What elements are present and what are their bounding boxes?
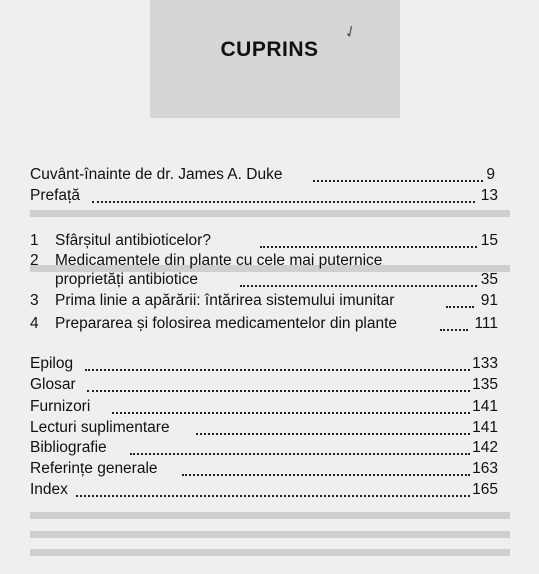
chapter-number: 1	[30, 232, 39, 249]
toc-entry-chapter-2: Medicamentele din plante cu cele mai puternice	[55, 252, 383, 269]
dot-leader	[182, 474, 470, 476]
page-number: 15	[480, 232, 498, 249]
dot-leader	[260, 246, 477, 248]
dot-leader	[85, 369, 470, 371]
page-number: 141	[472, 398, 498, 415]
page-number: 91	[480, 292, 498, 309]
toc-entry-foreword: Cuvânt-înainte de dr. James A. Duke	[30, 166, 283, 183]
dot-leader	[313, 180, 483, 182]
toc-entry-suppliers: Furnizori	[30, 398, 91, 415]
chapter-number: 3	[30, 292, 39, 309]
toc-entry-chapter-1: Sfârșitul antibioticelor?	[55, 232, 211, 249]
toc-entry-glossary: Glosar	[30, 376, 76, 393]
toc-entry-chapter-2-continued: proprietăți antibiotice	[55, 271, 199, 288]
dot-leader	[440, 329, 468, 331]
page-number: 165	[472, 481, 498, 498]
toc-entry-preface: Prefață	[30, 187, 80, 204]
toc-entry-index: Index	[30, 481, 68, 498]
toc-entry-epilog: Epilog	[30, 355, 74, 372]
toc-entry-further-reading: Lecturi suplimentare	[30, 419, 170, 436]
toc-entry-general-references: Referințe generale	[30, 460, 158, 477]
page-number: 142	[472, 439, 498, 456]
dot-leader	[92, 201, 475, 203]
chapter-number: 2	[30, 252, 39, 269]
page-number: 133	[472, 355, 498, 372]
bleed-through-line	[30, 549, 510, 556]
dot-leader	[112, 412, 470, 414]
page-number: 141	[472, 419, 498, 436]
bleed-through-line	[30, 210, 510, 217]
bleed-through-line	[30, 531, 510, 538]
page-number: 135	[472, 376, 498, 393]
chapter-number: 4	[30, 315, 39, 332]
page-title: CUPRINS	[220, 38, 319, 61]
dot-leader	[130, 453, 470, 455]
dot-leader	[87, 390, 470, 392]
toc-entry-bibliography: Bibliografie	[30, 439, 107, 456]
dot-leader	[196, 433, 470, 435]
toc-entry-chapter-3: Prima linie a apărării: întărirea sistemului imunitar	[55, 292, 395, 309]
dot-leader	[240, 285, 477, 287]
toc-entry-chapter-4: Prepararea și folosirea medicamentelor din plante	[55, 315, 398, 332]
page-number: 111	[474, 315, 498, 332]
page-number: 13	[480, 187, 498, 204]
page-number: 9	[486, 166, 495, 183]
pen-mark-icon: ✓	[341, 21, 361, 43]
bleed-through-line	[30, 512, 510, 519]
page-number: 35	[480, 271, 498, 288]
page-number: 163	[472, 460, 498, 477]
dot-leader	[76, 495, 470, 497]
